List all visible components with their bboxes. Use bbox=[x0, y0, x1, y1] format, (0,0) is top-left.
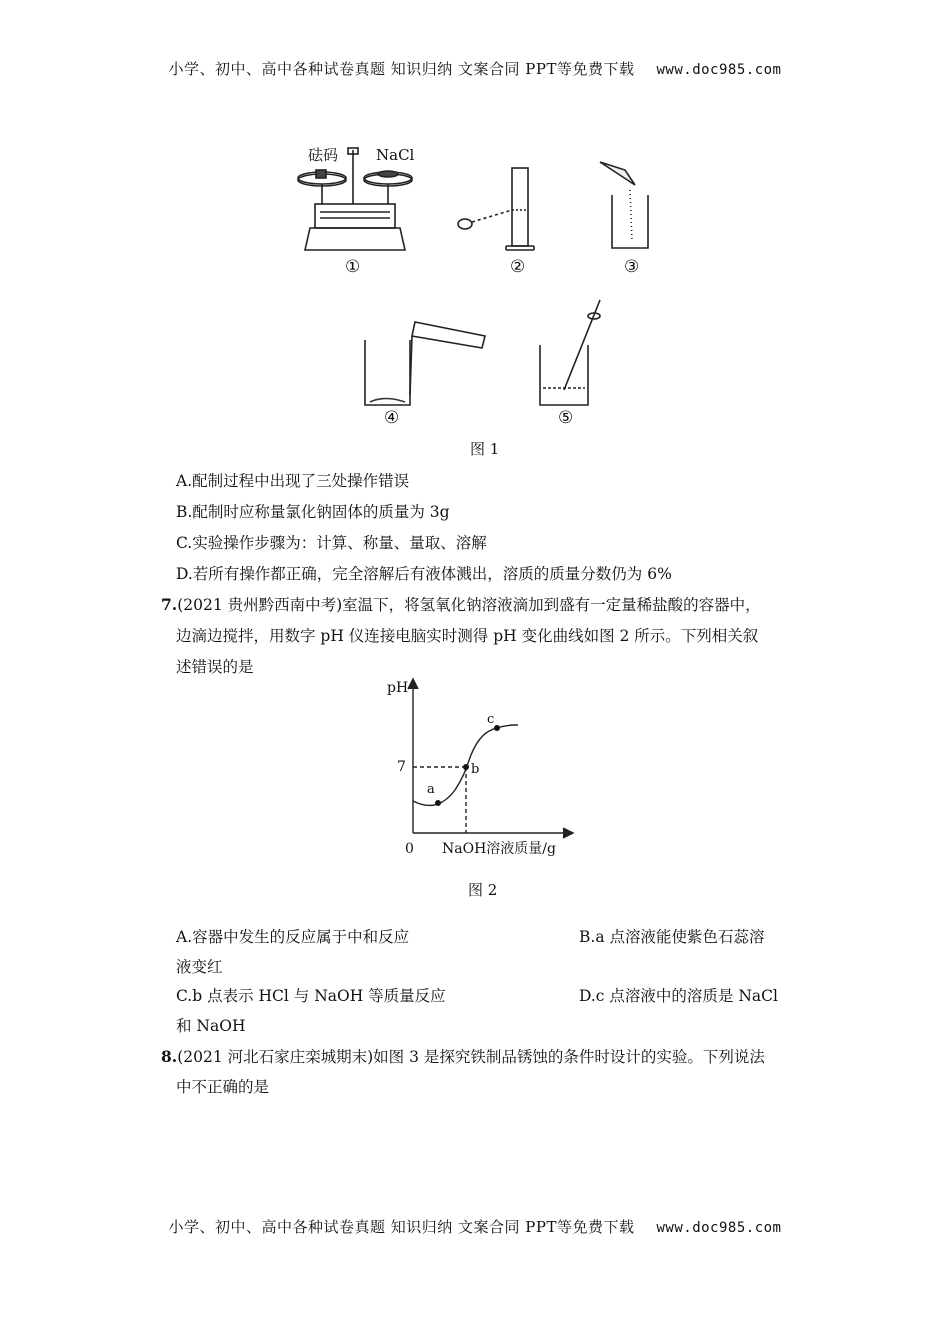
step-4-label: ④ bbox=[384, 408, 400, 428]
figure-2-ph-chart bbox=[385, 675, 595, 865]
eye-icon bbox=[458, 219, 472, 229]
beaker-4 bbox=[365, 340, 410, 405]
q7-option-a: A.容器中发生的反应属于中和反应 bbox=[176, 928, 410, 946]
q7-option-b-wrap: 液变红 bbox=[176, 958, 223, 976]
point-a-label: a bbox=[427, 782, 435, 797]
x-axis-label: NaOH溶液质量/g bbox=[442, 841, 556, 857]
q6-option-a: A.配制过程中出现了三处操作错误 bbox=[176, 472, 410, 490]
figure-1-illustration bbox=[290, 140, 690, 430]
graduated-cylinder bbox=[512, 168, 528, 246]
header-text: 小学、初中、高中各种试卷真题 知识归纳 文案合同 PPT等免费下载 bbox=[168, 60, 635, 78]
q6-option-c: C.实验操作步骤为：计算、称量、量取、溶解 bbox=[176, 534, 487, 552]
page-footer bbox=[0, 1216, 950, 1237]
point-b-label: b bbox=[471, 762, 480, 777]
origin-label: 0 bbox=[405, 841, 414, 857]
point-c bbox=[494, 725, 500, 731]
q7-line-1: 7.(2021 贵州黔西南中考)室温下，将氢氧化钠溶液滴加到盛有一定量稀盐酸的容器中， bbox=[161, 595, 761, 614]
q7-option-b: B.a 点溶液能使紫色石蕊溶 bbox=[579, 928, 765, 946]
q7-option-c: C.b 点表示 HCl 与 NaOH 等质量反应 bbox=[176, 987, 446, 1005]
footer-site: www.doc985.com bbox=[656, 1220, 782, 1236]
q7-option-d-wrap: 和 NaOH bbox=[176, 1017, 246, 1035]
figure-1-caption: 图 1 bbox=[470, 440, 500, 458]
q7-line-2: 边滴边搅拌，用数字 pH 仪连接电脑实时测得 pH 变化曲线如图 2 所示。下列相关叙 bbox=[176, 627, 759, 645]
step-1-label: ① bbox=[345, 257, 361, 277]
balance-base bbox=[305, 228, 405, 250]
q6-option-b: B.配制时应称量氯化钠固体的质量为 3g bbox=[176, 503, 450, 521]
q7-option-d: D.c 点溶液中的溶质是 NaCl bbox=[579, 987, 778, 1005]
q7-number: 7. bbox=[161, 595, 178, 614]
footer-text: 小学、初中、高中各种试卷真题 知识归纳 文案合同 PPT等免费下载 bbox=[168, 1218, 635, 1236]
point-c-label: c bbox=[487, 712, 495, 727]
q8-line-1: 8.(2021 河北石家庄栾城期末)如图 3 是探究铁制品锈蚀的条件时设计的实验。下列说法 bbox=[161, 1047, 765, 1066]
q6-option-d: D.若所有操作都正确，完全溶解后有液体溅出，溶质的质量分数仍为 6% bbox=[176, 565, 672, 583]
weights-label: 砝码 bbox=[308, 146, 339, 164]
y-tick-7: 7 bbox=[397, 759, 406, 775]
step-5-label: ⑤ bbox=[558, 408, 574, 428]
header-site: www.doc985.com bbox=[656, 62, 782, 78]
point-a bbox=[435, 800, 441, 806]
step-3-label: ③ bbox=[624, 257, 640, 277]
q7-line-3: 述错误的是 bbox=[176, 658, 254, 676]
y-axis-label: pH bbox=[387, 680, 409, 696]
nacl-label: NaCl bbox=[376, 146, 415, 164]
figure-2-caption: 图 2 bbox=[468, 881, 498, 899]
q8-number: 8. bbox=[161, 1047, 178, 1066]
balance-body bbox=[315, 204, 395, 228]
point-b bbox=[463, 764, 469, 770]
page-header bbox=[0, 58, 950, 79]
step-2-label: ② bbox=[510, 257, 526, 277]
beaker-5 bbox=[540, 345, 588, 405]
q8-line-2: 中不正确的是 bbox=[176, 1078, 270, 1096]
